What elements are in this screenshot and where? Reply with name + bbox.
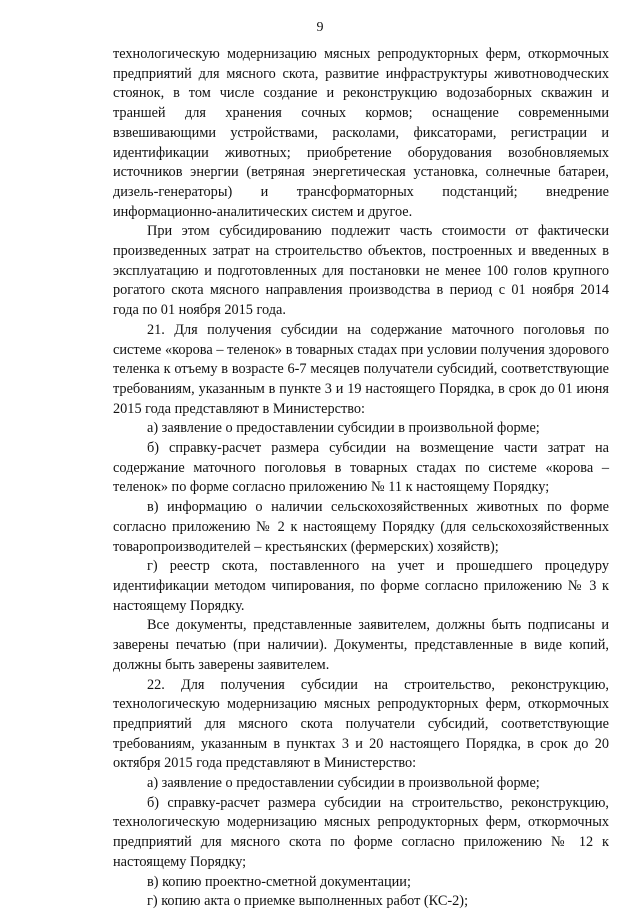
list-item: г) реестр скота, поставленного на учет и прошедшего процедуру идентификации методом чипирования, по форме согласно приложению № 3 к настоящему Порядку. bbox=[113, 558, 609, 614]
paragraph: технологическую модернизацию мясных репродукторных ферм, откормочных предприятий для мясного скота, развитие инфраструктуры животноводческих стоянок, в том числе создание и реконструкцию водозаборных скважин и траншей для хранения сочных кормов; оснащение современными взвешивающими устройствами, расколами, фиксаторами, регистрации и идентификации животных; приобретение оборудования возобновляемых источников энергии (ветряная энергетическая установка, солнечные батареи, дизель-генераторы) и трансформаторных подстанций; внедрение информационно-аналитических систем и другое. bbox=[113, 46, 609, 220]
list-item: г) копию акта о приемке выполненных работ (КС-2); bbox=[147, 893, 469, 910]
list-item: б) справку-расчет размера субсидии на возмещение части затрат на содержание маточного поголовья в товарных стадах по системе «корова – теленок» по форме согласно приложению № 11 к настоящему Порядку; bbox=[113, 440, 609, 496]
document-body bbox=[113, 45, 609, 912]
page-number: 9 bbox=[316, 20, 324, 35]
paragraph: Все документы, представленные заявителем, должны быть подписаны и заверены печатью (при наличии). Документы, представленные в виде копий, должны быть заверены заявителем. bbox=[113, 617, 609, 673]
list-item: в) информацию о наличии сельскохозяйственных животных по форме согласно приложению № 2 к настоящему Порядку (для сельскохозяйственных товаропроизводителей – крестьянских (фермерских) хозяйств); bbox=[113, 499, 609, 555]
list-item: б) справку-расчет размера субсидии на строительство, реконструкцию, технологическую модернизацию мясных репродукторных ферм, откормочных предприятий для мясного скота по форме согласно приложению № 12 к настоящему Порядку; bbox=[113, 794, 609, 870]
list-item: а) заявление о предоставлении субсидии в произвольной форме; bbox=[147, 420, 540, 437]
list-item: в) копию проектно-сметной документации; bbox=[147, 873, 411, 890]
paragraph: 22. Для получения субсидии на строительство, реконструкцию, технологическую модернизацию мясных репродукторных ферм, откормочных предприятий для мясного скота получатели субсидий, соответствующие требованиям, указанным в пунктах 3 и 20 настоящего Порядка, в срок до 20 октября 2015 года представляют в Министерство: bbox=[113, 676, 609, 772]
paragraph: 21. Для получения субсидии на содержание маточного поголовья по системе «корова – теленок» в товарных стадах при условии получения здорового теленка к отъему в возрасте 6-7 месяцев получатели субсидий, соответствующие требованиям, указанным в пункте 3 и 19 настоящего Порядка, в срок до 01 июня 2015 года представляют в Министерство: bbox=[113, 321, 609, 417]
paragraph: При этом субсидированию подлежит часть стоимости от фактически произведенных затрат на строительство объектов, построенных и введенных в эксплуатацию и подготовленных для постановки не менее 100 голов крупного рогатого скота мясного направления производства в период с 01 ноября 2014 года по 01 ноября 2015 года. bbox=[113, 223, 609, 319]
list-item: а) заявление о предоставлении субсидии в произвольной форме; bbox=[147, 775, 540, 792]
